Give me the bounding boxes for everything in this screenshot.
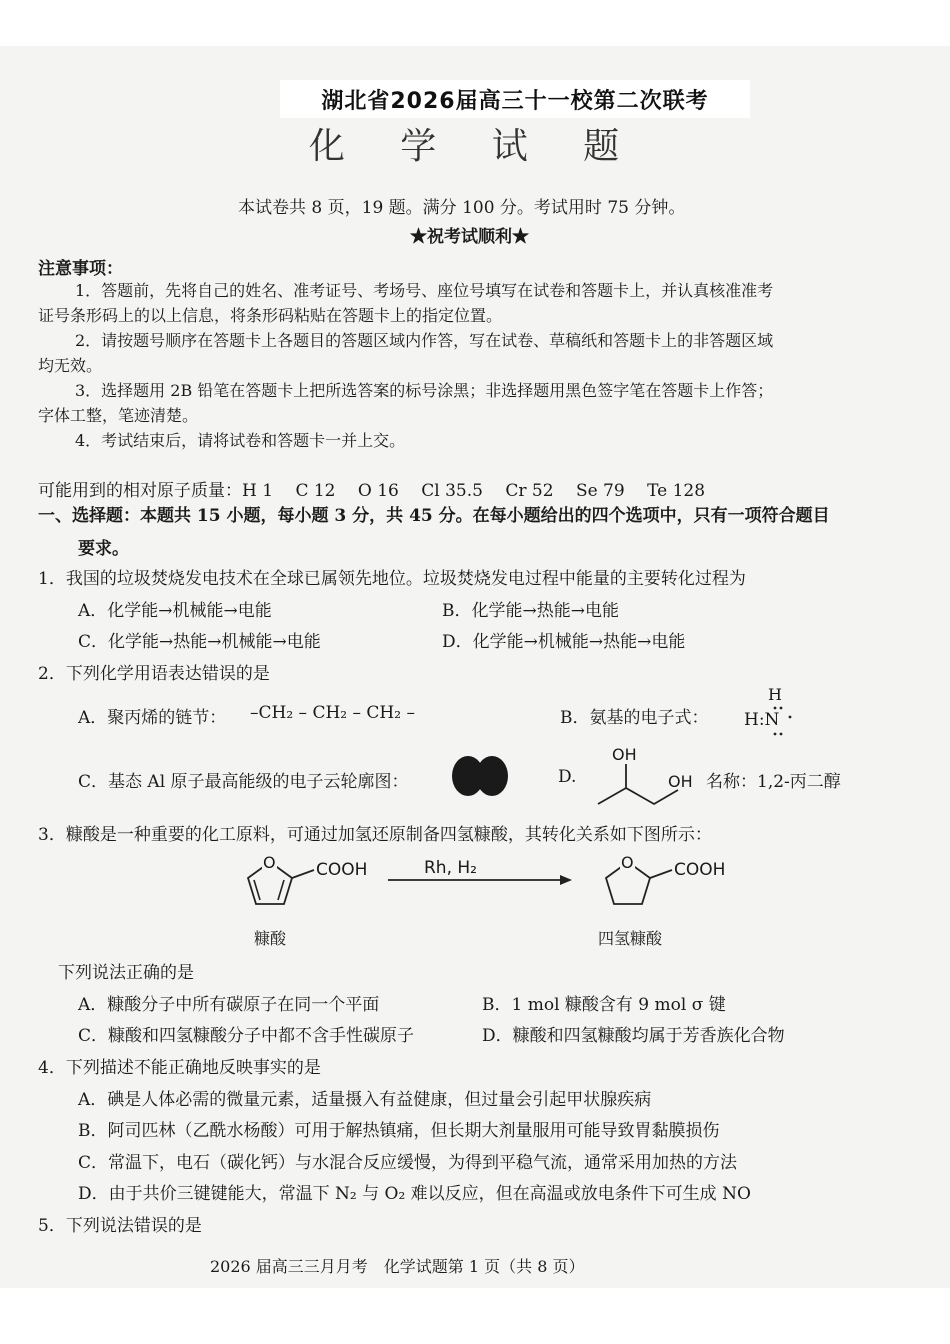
q1-stem: 1．我国的垃圾焚烧发电技术在全球已属领先地位。垃圾焚烧发电过程中能量的主要转化过程为 <box>38 569 746 589</box>
q3-option-c: C．糠酸和四氢糠酸分子中都不含手性碳原子 <box>78 1026 415 1046</box>
q2-option-c-label: C．基态 Al 原子最高能级的电子云轮廓图： <box>78 772 409 792</box>
q1-option-c: C．化学能→热能→机械能→电能 <box>78 632 321 652</box>
furoic-acid-cooh: COOH <box>316 860 368 880</box>
amino-h-top: H <box>768 685 782 704</box>
atomic-mass: 可能用到的相对原子质量：H 1 C 12 O 16 Cl 35.5 Cr 52 Se 79 Te 128 <box>38 481 706 501</box>
note-3b: 字体工整，笔迹清楚。 <box>38 406 199 425</box>
q2-stem: 2．下列化学用语表达错误的是 <box>38 664 270 684</box>
good-luck: ★祝考试顺利★ <box>410 227 529 247</box>
q2-option-b-label: B．氨基的电子式： <box>560 708 709 728</box>
thf-ring-oxygen: O <box>621 853 634 872</box>
q4-option-d: D．由于共价三键键能大，常温下 N₂ 与 O₂ 难以反应，但在高温或放电条件下可生成 NO <box>78 1184 751 1204</box>
q4-stem: 4．下列描述不能正确地反映事实的是 <box>38 1058 321 1078</box>
note-2b: 均无效。 <box>38 356 103 375</box>
q1-option-d: D．化学能→机械能→热能→电能 <box>442 632 686 652</box>
q4-option-c: C．常温下，电石（碳化钙）与水混合反应缓慢，为得到平稳气流，通常采用加热的方法 <box>78 1153 738 1173</box>
propanediol-oh-1: OH <box>612 745 637 764</box>
q3-option-b: B．1 mol 糠酸含有 9 mol σ 键 <box>482 995 726 1015</box>
q3-option-a: A．糠酸分子中所有碳原子在同一个平面 <box>78 995 380 1015</box>
q3-sub-stem: 下列说法正确的是 <box>58 963 194 983</box>
q3-option-d: D．糠酸和四氢糠酸均属于芳香族化合物 <box>482 1026 785 1046</box>
q2-option-a-label: A．聚丙烯的链节： <box>78 708 227 728</box>
q4-option-a: A．碘是人体必需的微量元素，适量摄入有益健康，但过量会引起甲状腺疾病 <box>78 1090 652 1110</box>
amino-hn: H:N <box>744 710 780 730</box>
propanediol-oh-2: OH <box>668 772 693 791</box>
note-4: 4．考试结束后，请将试卷和答题卡一并上交。 <box>75 431 406 450</box>
note-1a: 1．答题前，先将自己的姓名、准考证号、考场号、座位号填写在试卷和答题卡上，并认真核准准考 <box>75 281 774 300</box>
note-1b: 证号条形码上的以上信息，将条形码粘贴在答题卡上的指定位置。 <box>38 306 503 325</box>
tetrahydrofuroic-acid-cooh: COOH <box>674 860 726 880</box>
page-footer: 2026 届高三三月月考 化学试题第 1 页（共 8 页） <box>210 1257 585 1276</box>
page-title: 化 学 试 题 <box>308 126 642 167</box>
furoic-ring-oxygen: O <box>263 853 276 872</box>
q2-option-d-label: D. <box>558 767 577 787</box>
q3-stem: 3．糠酸是一种重要的化工原料，可通过加氢还原制备四氢糠酸，其转化关系如下图所示： <box>38 825 712 845</box>
section-heading-cont: 要求。 <box>78 539 129 559</box>
q2-option-d-name: 名称：1,2-丙二醇 <box>706 772 841 792</box>
amino-electron-dots <box>744 700 804 740</box>
section-heading: 一、选择题：本题共 15 小题，每小题 3 分，共 45 分。在每小题给出的四个选项中，只有一项符合题目 <box>38 506 830 526</box>
reactant-name: 糠酸 <box>254 929 287 948</box>
q1-option-a: A．化学能→机械能→电能 <box>78 601 272 621</box>
q1-option-b: B．化学能→热能→电能 <box>442 601 619 621</box>
exam-banner: 湖北省2026届高三十一校第二次联考 <box>280 80 750 118</box>
exam-info: 本试卷共 8 页，19 题。满分 100 分。考试用时 75 分钟。 <box>238 198 686 218</box>
reaction-reagent: Rh, H₂ <box>424 858 477 878</box>
q4-option-b: B．阿司匹林（乙酰水杨酸）可用于解热镇痛，但长期大剂量服用可能导致胃黏膜损伤 <box>78 1121 720 1141</box>
al-p-orbital-diagram <box>450 752 512 800</box>
q5-stem: 5．下列说法错误的是 <box>38 1216 202 1236</box>
product-name: 四氢糠酸 <box>598 929 663 948</box>
notes-heading: 注意事项： <box>38 259 123 279</box>
note-3a: 3．选择题用 2B 铅笔在答题卡上把所选答案的标号涂黑；非选择题用黑色签字笔在答题卡上作答； <box>75 381 774 400</box>
q2-option-a-formula: –CH₂ – CH₂ – CH₂ – <box>250 703 415 723</box>
note-2a: 2．请按题号顺序在答题卡上各题目的答题区域内作答，写在试卷、草稿纸和答题卡上的非答题区域 <box>75 331 774 350</box>
